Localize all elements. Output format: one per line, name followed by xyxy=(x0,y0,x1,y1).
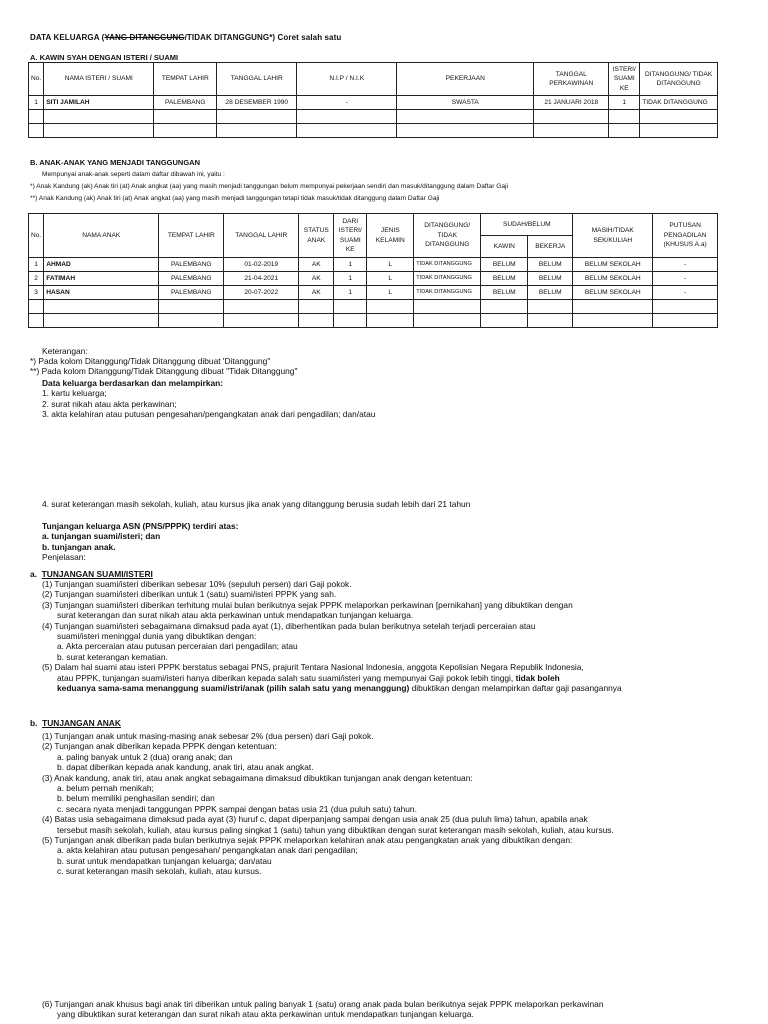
list-item: (4) Batas usia sebagaimana dimaksud pada ayat (3) huruf c, dapat diperpanjang sampai dengan usia anak 25 (dua puluh lima) tahun, apabila anak xyxy=(42,814,588,825)
keterangan-note-1: *) Pada kolom Ditanggung/Tidak Ditanggung dibuat 'Ditanggung" xyxy=(30,356,271,366)
list-item: b. surat untuk mendapatkan tunjangan keluarga; dan/atau xyxy=(57,855,272,866)
col-header-tempat-lahir: TEMPAT LAHIR xyxy=(159,214,224,258)
table-cell: BELUM xyxy=(528,286,573,300)
table-cell xyxy=(224,314,299,328)
col-header-jenis-kelamin: JENIS KELAMIN xyxy=(367,214,414,258)
data-keluarga-list xyxy=(42,378,375,420)
list-item: b. belum memiliki penghasilan sendiri; dan xyxy=(57,793,215,804)
table-cell: SITI JAMILAH xyxy=(44,96,154,110)
section-a-tunjangan-title xyxy=(30,569,153,579)
table-row xyxy=(29,110,718,124)
table-cell: TIDAK DITANGGUNG xyxy=(414,286,481,300)
section-marker: a. xyxy=(30,569,37,579)
table-cell xyxy=(528,300,573,314)
table-cell: 01-02-2019 xyxy=(224,258,299,272)
table-cell xyxy=(367,314,414,328)
table-row xyxy=(29,300,718,314)
table-cell: 21 JANUARI 2018 xyxy=(534,96,609,110)
keterangan-notes xyxy=(30,356,297,377)
list-item: 2. surat nikah atau akta perkawinan; xyxy=(42,398,177,409)
list-item: 1. kartu keluarga; xyxy=(42,388,107,399)
table-cell: AK xyxy=(299,272,334,286)
table-cell xyxy=(653,300,718,314)
table-cell: SWASTA xyxy=(397,96,534,110)
table-cell: FATIMAH xyxy=(44,272,159,286)
text-segment: keduanya sama-sama menanggung suami/istri/anak (pilih salah satu yang menanggung) xyxy=(57,683,410,694)
table-cell: 1 xyxy=(29,258,44,272)
keterangan-label: Keterangan: xyxy=(42,346,88,356)
table-cell: - xyxy=(653,258,718,272)
table-cell: L xyxy=(367,258,414,272)
col-header-tanggal-lahir: TANGGAL LAHIR xyxy=(224,214,299,258)
spouse-table xyxy=(28,62,718,138)
table-cell: BELUM SEKOLAH xyxy=(573,258,653,272)
col-header-sudah-belum: SUDAH/BELUM xyxy=(481,214,573,236)
list-item: (1) Tunjangan suami/isteri diberikan sebesar 10% (sepuluh persen) dari Gaji pokok. xyxy=(42,579,352,589)
table-cell: BELUM SEKOLAH xyxy=(573,272,653,286)
table-cell xyxy=(299,300,334,314)
tunjangan-heading: Tunjangan keluarga ASN (PNS/PPPK) terdiri atas: xyxy=(42,521,239,531)
section-marker: b. xyxy=(30,718,38,728)
table-cell xyxy=(44,300,159,314)
table-cell: 1 xyxy=(334,272,367,286)
table-cell xyxy=(44,314,159,328)
table-cell xyxy=(414,314,481,328)
table-cell xyxy=(334,314,367,328)
tunjangan-item-b: b. tunjangan anak. xyxy=(42,541,116,552)
table-cell xyxy=(481,314,528,328)
col-header-masih: MASIH/TIDAK SEK/KULIAH xyxy=(573,214,653,258)
table-cell: 1 xyxy=(29,96,44,110)
table-cell: 20-07-2022 xyxy=(224,286,299,300)
table-cell xyxy=(653,314,718,328)
col-header-no: No. xyxy=(29,214,44,258)
table-cell xyxy=(29,314,44,328)
table-cell: 1 xyxy=(609,96,640,110)
list-item: 4. surat keterangan masih sekolah, kuliah, atau kursus jika anak yang ditanggung berusia sudah lebih dari 21 tahun xyxy=(42,499,471,509)
col-header-nama: NAMA ISTERI / SUAMI xyxy=(44,63,154,96)
col-header-pekerjaan: PEKERJAAN xyxy=(397,63,534,96)
table-cell xyxy=(573,300,653,314)
section-b-heading: B. ANAK-ANAK YANG MENJADI TANGGUNGAN xyxy=(30,158,201,167)
table-cell xyxy=(609,124,640,138)
col-header-tanggal-lahir: TANGGAL LAHIR xyxy=(217,63,297,96)
table-cell: 1 xyxy=(334,258,367,272)
list-item: (2) Tunjangan anak diberikan kepada PPPK dengan ketentuan: xyxy=(42,741,277,752)
table-cell xyxy=(29,300,44,314)
list-item: c. surat keterangan masih sekolah, kuliah, atau kursus. xyxy=(57,866,262,877)
col-header-status: STATUS ANAK xyxy=(299,214,334,258)
section-b-note-1: *) Anak Kandung (ak) Anak tiri (at) Anak angkat (aa) yang masih menjadi tanggungan belum mempunyai pekerjaan sendiri dan masuk/ditanggung dalam Daftar Gaji xyxy=(30,183,508,190)
table-row xyxy=(29,286,718,300)
tunjangan-anak-title: TUNJANGAN ANAK xyxy=(42,718,121,728)
table-cell xyxy=(609,110,640,124)
table-cell: TIDAK DITANGGUNG xyxy=(640,96,718,110)
list-item: a. belum pernah menikah; xyxy=(57,783,154,794)
table-cell: - xyxy=(297,96,397,110)
table-cell: AHMAD xyxy=(44,258,159,272)
table-cell xyxy=(297,110,397,124)
table-cell xyxy=(640,124,718,138)
col-header-no: No. xyxy=(29,63,44,96)
table-cell: BELUM xyxy=(481,258,528,272)
title-struck-text: YANG DITANGGUNG xyxy=(104,33,185,42)
tunjangan-anak-body xyxy=(42,731,764,877)
table-cell: L xyxy=(367,272,414,286)
tunjangan-item-a: a. tunjangan suami/isteri; dan xyxy=(42,531,161,542)
table-row xyxy=(29,258,718,272)
list-item: (5) Tunjangan anak diberikan pada bulan berikutnya sejak PPPK melaporkan kelahiran anak atau pengangkatan anak yang dibuktikan dengan: xyxy=(42,835,573,846)
col-header-tempat-lahir: TEMPAT LAHIR xyxy=(154,63,217,96)
table-cell: 1 xyxy=(334,286,367,300)
section-a-heading: A. KAWIN SYAH DENGAN ISTERI / SUAMI xyxy=(30,53,179,62)
table-cell: BELUM xyxy=(528,272,573,286)
table-cell xyxy=(224,300,299,314)
col-header-tanggal-perkawinan: TANGGAL PERKAWINAN xyxy=(534,63,609,96)
table-cell: - xyxy=(653,272,718,286)
table-cell: L xyxy=(367,286,414,300)
table-cell: BELUM SEKOLAH xyxy=(573,286,653,300)
table-cell: BELUM xyxy=(481,286,528,300)
table-cell xyxy=(414,300,481,314)
table-cell xyxy=(534,124,609,138)
table-cell xyxy=(29,124,44,138)
table-cell xyxy=(217,110,297,124)
table-cell xyxy=(154,124,217,138)
table-cell xyxy=(29,110,44,124)
section-b-tunjangan-title xyxy=(30,718,121,728)
penjelasan-label: Penjelasan: xyxy=(42,552,86,563)
list-item: a. paling banyak untuk 2 (dua) orang anak; dan xyxy=(57,751,233,762)
table-cell: TIDAK DITANGGUNG xyxy=(414,258,481,272)
table-row xyxy=(29,314,718,328)
title-prefix: DATA KELUARGA ( xyxy=(30,33,105,42)
table-cell: BELUM xyxy=(528,258,573,272)
list-item: surat keterangan dan surat nikah atau akta perkawinan untuk mendapatkan tunjangan keluarga. xyxy=(57,610,414,621)
spouse-table-header xyxy=(29,63,718,96)
list-item: (4) Tunjangan suami/isteri sebagaimana dimaksud pada ayat (1), diberhentikan pada bulan berikutnya setelah terjadi perceraian atau xyxy=(42,620,536,631)
list-item: (6) Tunjangan anak khusus bagi anak tiri diberikan untuk paling banyak 1 (satu) orang anak pada bulan berikutnya sejak PPPK melaporkan perkawinan xyxy=(42,999,604,1009)
col-header-putusan: PUTUSAN PENGADILAN (KHUSUS A.a) xyxy=(653,214,718,258)
tunjangan-anak-item-6 xyxy=(42,999,764,1020)
list-item: (3) Tunjangan suami/isteri diberikan terhitung mulai bulan berikutnya sejak PPPK melaporkan perkawinan [pernikahan] yang dibuktikan dengan xyxy=(42,599,573,610)
children-table-header xyxy=(29,214,718,236)
table-cell: PALEMBANG xyxy=(159,258,224,272)
list-item: 3. akta kelahiran atau putusan pengesahan/pengangkatan anak dari pengadilan; dan/atau xyxy=(42,409,376,420)
col-header-ditanggung: DITANGGUNG/ TIDAK DITANGGUNG xyxy=(414,214,481,258)
table-cell xyxy=(44,124,154,138)
list-item: b. surat keterangan kematian. xyxy=(57,651,168,662)
table-cell: AK xyxy=(299,258,334,272)
list-item: tersebut masih sekolah, kuliah, atau kursus paling singkat 1 (satu) tahun yang dibuktikan dengan surat keterangan masih sekolah, kuliah, atau kursus. xyxy=(57,824,614,835)
list-item: (5) Dalam hal suami atau isteri PPPK berstatus sebagai PNS, prajurit Tentara Nasional Indonesia, anggota Kepolisian Negara Republik Indonesia, xyxy=(42,662,584,673)
list-item: suami/isteri meninggal dunia yang dibuktikan dengan: xyxy=(57,631,257,642)
tunjangan-suami-isteri-body xyxy=(42,579,764,693)
table-cell: AK xyxy=(299,286,334,300)
table-cell: 21-04-2021 xyxy=(224,272,299,286)
table-cell: PALEMBANG xyxy=(159,272,224,286)
table-cell: - xyxy=(653,286,718,300)
document-title xyxy=(30,33,341,42)
list-item xyxy=(42,683,764,693)
text-segment: dibuktikan dengan melampirkan daftar gaji pasangannya xyxy=(411,683,622,694)
list-item xyxy=(42,673,764,683)
table-cell: PALEMBANG xyxy=(159,286,224,300)
list-item: a. Akta perceraian atau putusan perceraian dari pengadilan; atau xyxy=(57,641,298,652)
table-cell xyxy=(534,110,609,124)
table-cell xyxy=(44,110,154,124)
section-b-intro: Mempunyai anak-anak seperti dalam daftar dibawah ini, yaitu : xyxy=(42,171,225,178)
table-cell xyxy=(159,300,224,314)
col-header-kawin: KAWIN xyxy=(481,236,528,258)
table-cell: BELUM xyxy=(481,272,528,286)
table-cell: 2 xyxy=(29,272,44,286)
table-cell xyxy=(217,124,297,138)
keterangan-note-2: **) Pada kolom Ditanggung/Tidak Ditanggung dibuat "Tidak Ditanggung" xyxy=(30,366,298,377)
table-cell xyxy=(299,314,334,328)
text-segment: tidak boleh xyxy=(515,672,560,683)
col-header-dari: DARI ISTERI/ SUAMI KE xyxy=(334,214,367,258)
col-header-bekerja: BEKERJA xyxy=(528,236,573,258)
table-row xyxy=(29,124,718,138)
table-cell xyxy=(297,124,397,138)
table-cell: HASAN xyxy=(44,286,159,300)
list-item: (2) Tunjangan suami/isteri diberikan untuk 1 (satu) suami/isteri PPPK yang sah. xyxy=(42,589,337,600)
list-item: (3) Anak kandung, anak tiri, atau anak angkat sebagaimana dimaksud dibuktikan tunjangan anak dengan ketentuan: xyxy=(42,772,473,783)
data-keluarga-heading: Data keluarga berdasarkan dan melampirkan: xyxy=(42,378,224,388)
list-item: b. dapat diberikan kepada anak kandung, anak tiri, atau anak angkat. xyxy=(57,762,314,773)
children-table xyxy=(28,213,718,328)
table-cell xyxy=(528,314,573,328)
title-suffix: /TIDAK DITANGGUNG*) Coret salah satu xyxy=(184,33,342,42)
table-cell xyxy=(334,300,367,314)
table-cell xyxy=(154,110,217,124)
tunjangan-suami-isteri-title: TUNJANGAN SUAMI/ISTERI xyxy=(41,569,153,579)
table-cell xyxy=(640,110,718,124)
section-b-note-2: **) Anak Kandung (ak) Anak tiri (at) Anak angkat (aa) yang masih menjadi tanggungan tetapi tidak masuk/tidak ditanggung dalam Daftar Gaji xyxy=(30,195,440,202)
list-item: (1) Tunjangan anak untuk masing-masing anak sebesar 2% (dua persen) dari Gaji pokok. xyxy=(42,731,374,741)
table-cell xyxy=(481,300,528,314)
list-item: c. secara nyata menjadi tanggungan PPPK sampai dengan batas usia 21 (dua puluh satu) tahun. xyxy=(57,803,417,814)
keterangan-block xyxy=(42,346,88,356)
text-segment: atau PPPK, tunjangan suami/isteri hanya diberikan kepada salah satu suami/isteri yang mempunyai Gaji pokok lebih tinggi, xyxy=(57,672,514,683)
table-cell xyxy=(573,314,653,328)
col-header-nama-anak: NAMA ANAK xyxy=(44,214,159,258)
table-row xyxy=(29,272,718,286)
col-header-ditanggung: DITANGGUNG/ TIDAK DITANGGUNG xyxy=(640,63,718,96)
col-header-nip: N.I.P / N.I.K xyxy=(297,63,397,96)
table-cell xyxy=(397,124,534,138)
table-cell: 3 xyxy=(29,286,44,300)
table-cell: TIDAK DITANGGUNG xyxy=(414,272,481,286)
table-cell: PALEMBANG xyxy=(154,96,217,110)
list-item: yang dibuktikan surat keterangan dan surat nikah atau akta perkawinan untuk mendapatkan tunjangan keluarga. xyxy=(57,1009,474,1020)
table-cell: 28 DESEMBER 1990 xyxy=(217,96,297,110)
tunjangan-summary xyxy=(42,521,238,563)
table-row xyxy=(29,96,718,110)
table-cell xyxy=(367,300,414,314)
col-header-suami-ke: ISTERI/ SUAMI KE xyxy=(609,63,640,96)
list-item: a. akta kelahiran atau putusan pengesahan/ pengangkatan anak dari pengadilan; xyxy=(57,845,358,856)
table-cell xyxy=(159,314,224,328)
table-cell xyxy=(397,110,534,124)
data-keluarga-item-4 xyxy=(42,499,470,509)
